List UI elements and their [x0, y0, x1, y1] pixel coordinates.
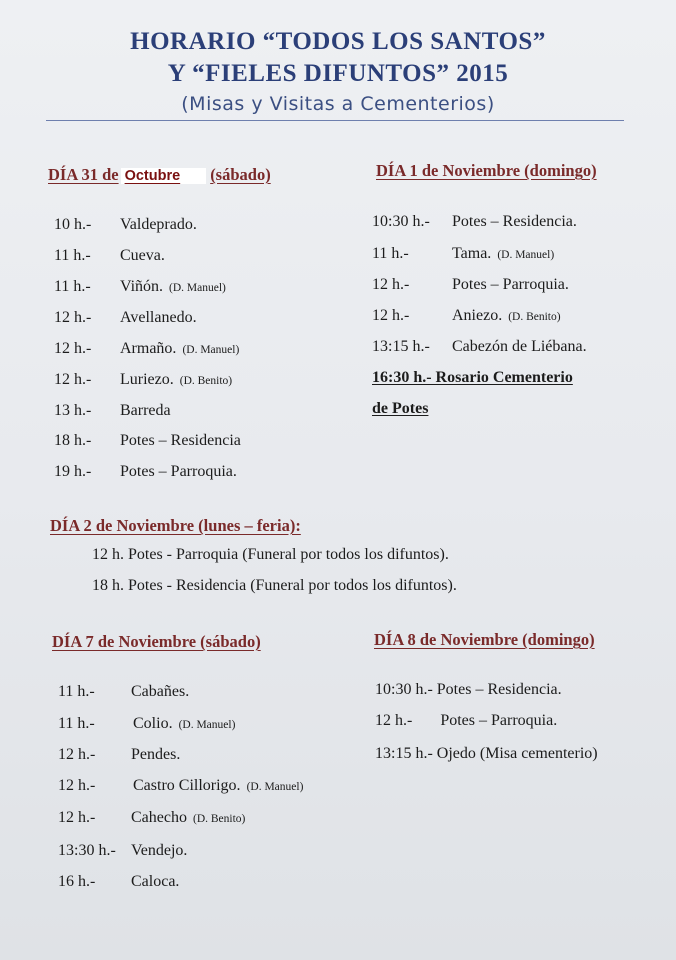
row-note: (D. Manuel): [178, 719, 236, 731]
row-place: Caloca.: [131, 873, 180, 890]
heading-day-31-prefix: DÍA 31 de: [48, 165, 119, 184]
row-place: Potes – Parroquia.: [452, 276, 569, 293]
title-line-1: HORARIO “TODOS LOS SANTOS”: [130, 28, 546, 55]
row-place: Viñón.: [120, 278, 164, 295]
row-note: (D. Manuel): [497, 249, 555, 261]
row-time: 13 h.-: [54, 402, 92, 419]
row-time: 10:30 h.-: [372, 213, 430, 230]
row-time: 13:30 h.-: [58, 842, 116, 859]
row-time: 12 h.-: [58, 777, 96, 794]
row-place: Vendejo.: [131, 842, 188, 859]
row-place: Cueva.: [120, 247, 165, 264]
row-note: (D. Benito): [179, 375, 233, 387]
row-place: Potes – Residencia.: [452, 213, 577, 230]
row-time: 11 h.-: [372, 245, 409, 262]
rosary-line-2: de Potes: [372, 400, 429, 417]
row-time: 11 h.-: [58, 715, 95, 732]
row-place: Colio.: [133, 715, 173, 732]
row-place: Armaño.: [120, 340, 177, 357]
subtitle: (Misas y Visitas a Cementerios): [181, 93, 495, 115]
row-time: 12 h.-: [58, 809, 96, 826]
row-place: Cahecho: [131, 809, 187, 826]
row-place: Luriezo.: [120, 371, 174, 388]
day8-line: 10:30 h.- Potes – Residencia.: [375, 681, 562, 698]
row-time: 12 h.-: [372, 276, 410, 293]
heading-day-1: DÍA 1 de Noviembre (domingo): [376, 161, 597, 180]
row-place: Pendes.: [131, 746, 181, 763]
row-note: (D. Manuel): [182, 344, 240, 356]
rosary-line-1: 16:30 h.- Rosario Cementerio: [372, 369, 573, 386]
row-place: Cabañes.: [131, 683, 190, 700]
row-note: (D. Manuel): [246, 781, 304, 793]
row-place: Aniezo.: [452, 307, 503, 324]
row-note: (D. Benito): [192, 813, 246, 825]
row-place: Potes – Parroquia.: [120, 463, 237, 480]
row-place: Potes – Residencia: [120, 432, 241, 449]
row-time: 18 h.-: [54, 432, 92, 449]
row-note: (D. Benito): [508, 311, 561, 323]
row-time: 12 h.-: [372, 307, 410, 324]
heading-day-2: DÍA 2 de Noviembre (lunes – feria):: [50, 516, 301, 535]
title-line-2: Y “FIELES DIFUNTOS” 2015: [167, 60, 509, 87]
row-time: 12 h.-: [54, 309, 92, 326]
row-place: Valdeprado.: [120, 216, 197, 233]
row-time: 11 h.-: [54, 278, 91, 295]
month-field: Octubre: [121, 168, 207, 184]
row-time: 11 h.-: [54, 247, 91, 264]
row-time: 10 h.-: [54, 216, 92, 233]
day8-line: 13:15 h.- Ojedo (Misa cementerio): [375, 745, 598, 762]
heading-day-8: DÍA 8 de Noviembre (domingo): [374, 630, 595, 649]
heading-day-31: [48, 165, 271, 185]
row-time: 12 h.-: [54, 340, 92, 357]
row-time: 11 h.-: [58, 683, 95, 700]
row-time: 13:15 h.-: [372, 338, 430, 355]
row-place: Barreda: [120, 402, 171, 419]
day2-line: 18 h. Potes - Residencia (Funeral por todos los difuntos).: [92, 577, 457, 594]
heading-day-7: DÍA 7 de Noviembre (sábado): [52, 632, 261, 651]
row-place: Tama.: [452, 245, 492, 262]
day8-line: 12 h.- Potes – Parroquia.: [375, 712, 558, 729]
row-time: 16 h.-: [58, 873, 96, 890]
heading-day-31-suffix: (sábado): [210, 165, 271, 184]
row-note: (D. Manuel): [169, 282, 226, 294]
row-place: Cabezón de Liébana.: [452, 338, 587, 355]
row-time: 12 h.-: [54, 371, 92, 388]
row-place: Avellanedo.: [120, 309, 197, 326]
day2-line: 12 h. Potes - Parroquia (Funeral por todos los difuntos).: [92, 546, 449, 563]
header-divider: [46, 120, 624, 121]
row-time: 19 h.-: [54, 463, 92, 480]
row-place: Castro Cillorigo.: [133, 777, 241, 794]
row-time: 12 h.-: [58, 746, 96, 763]
